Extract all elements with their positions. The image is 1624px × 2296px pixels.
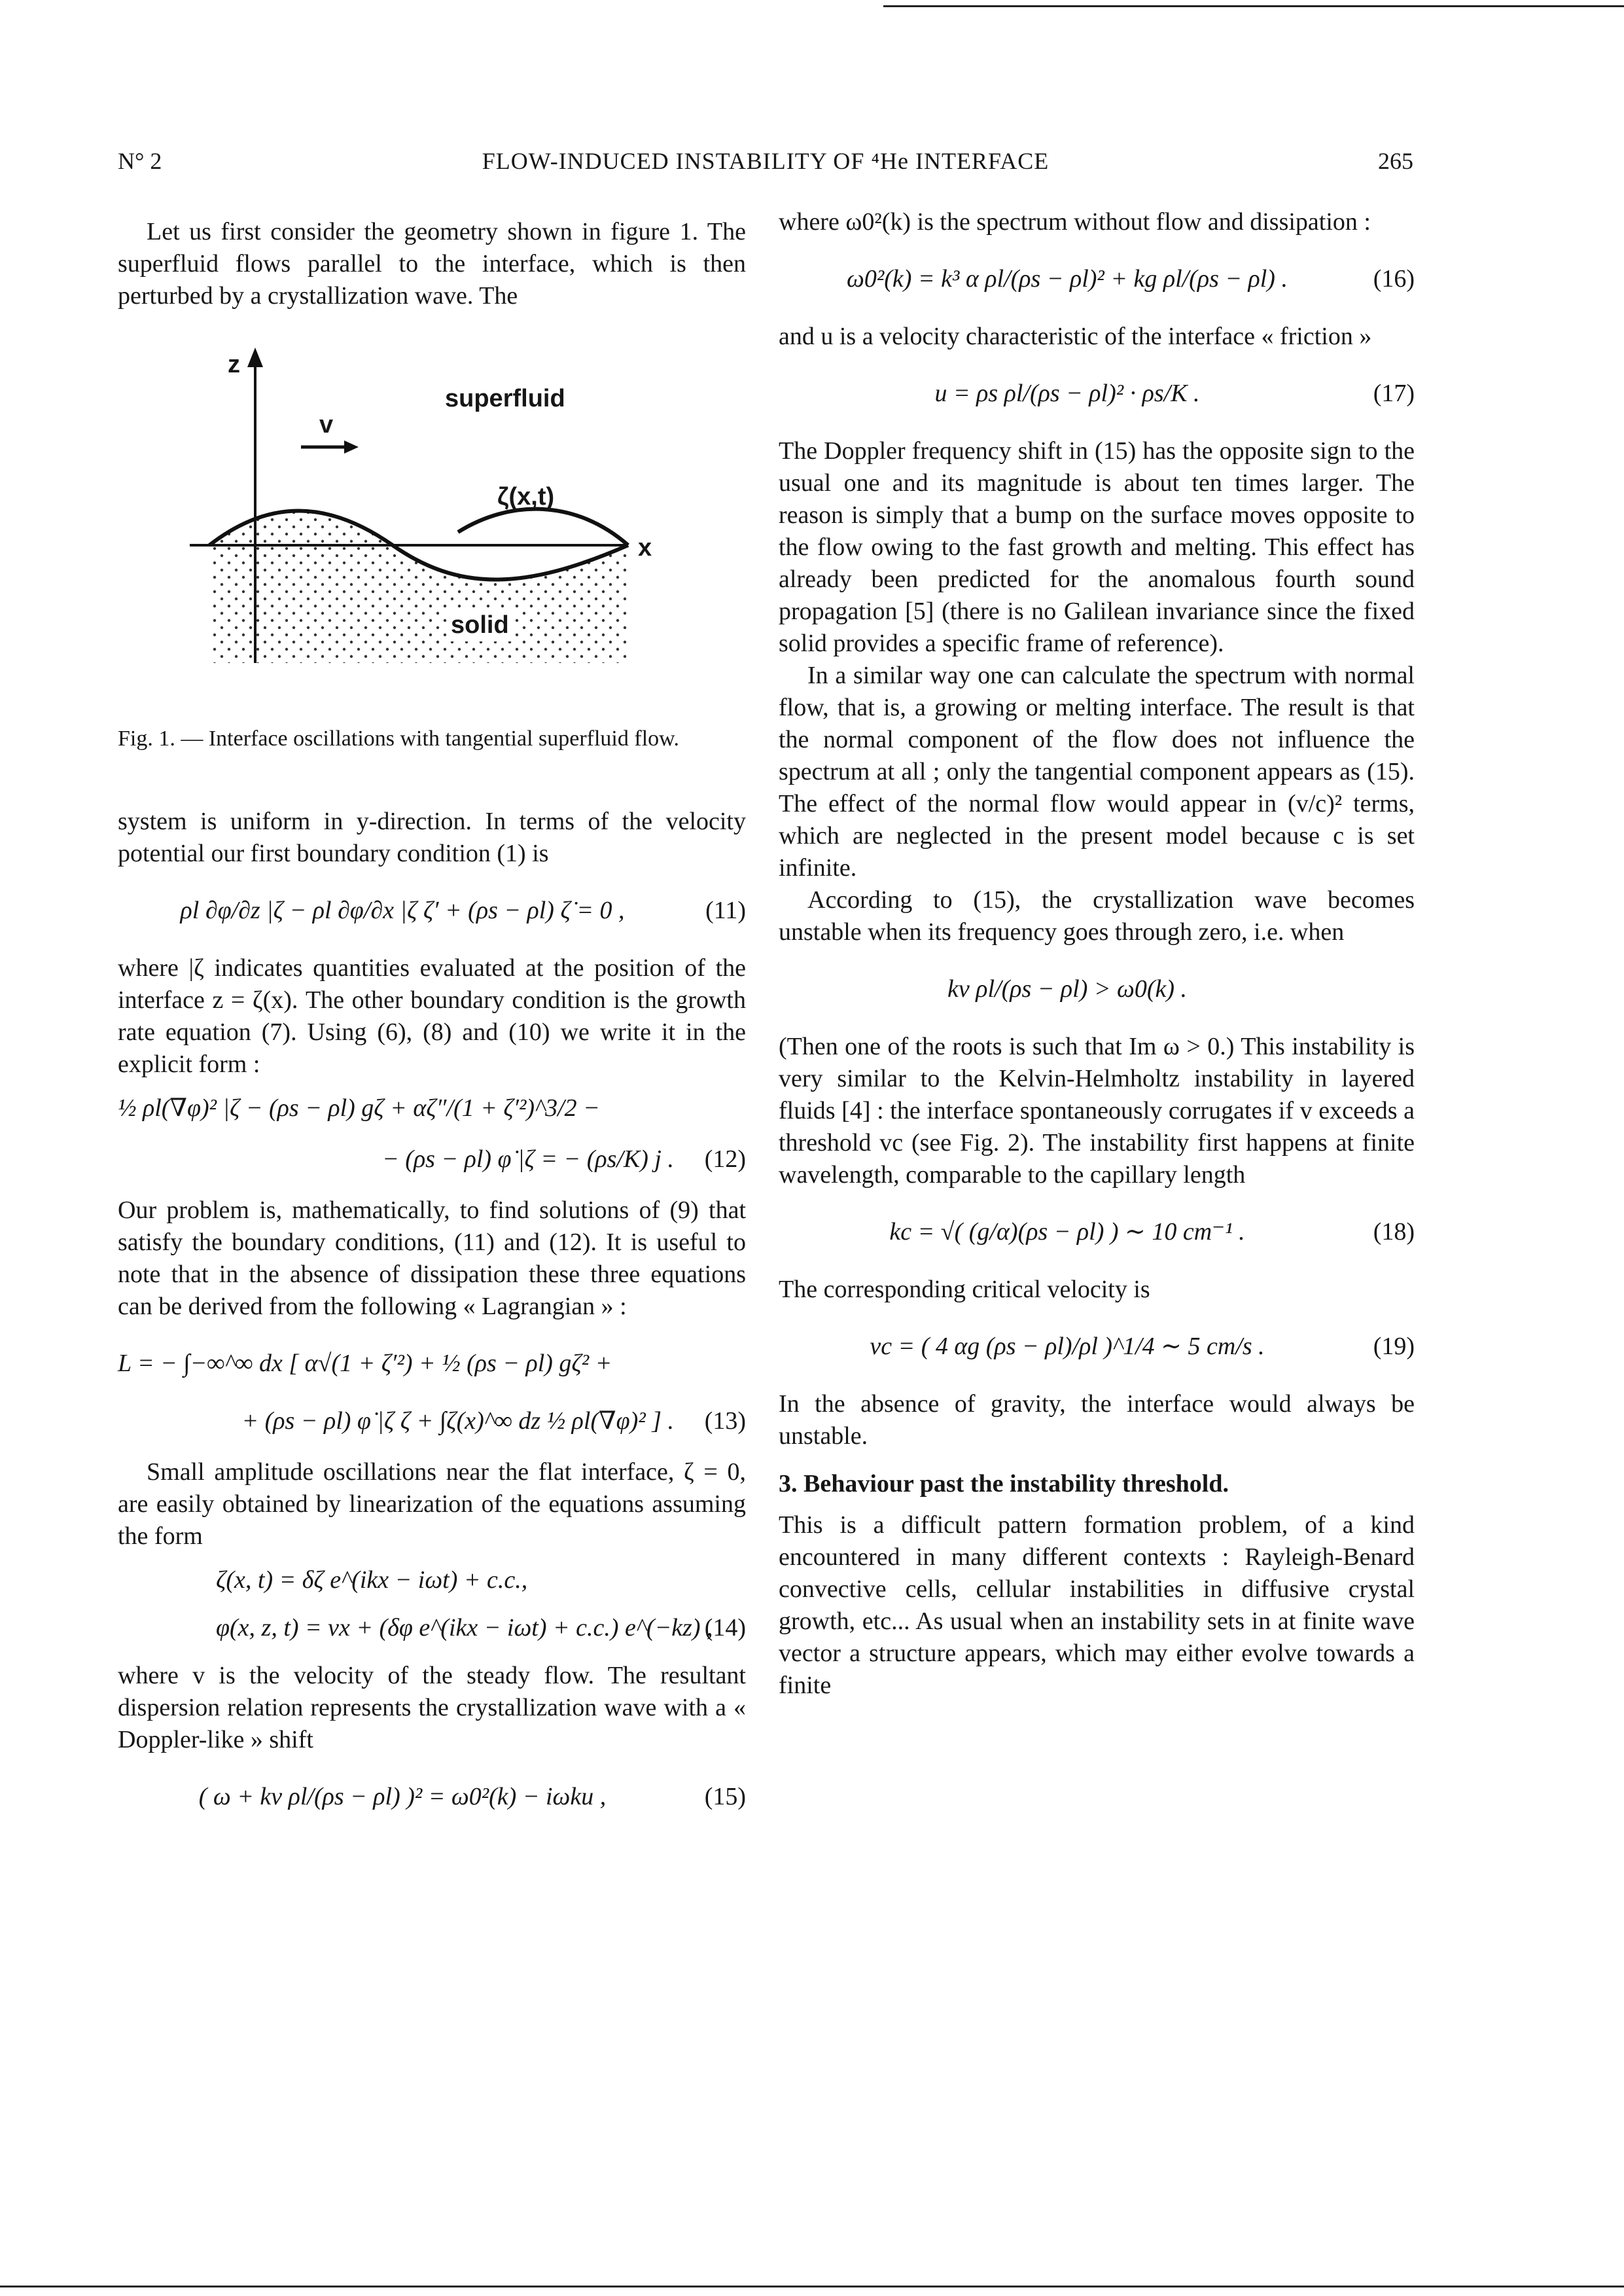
page-number: 265 [1378,148,1413,174]
paragraph: and u is a velocity characteristic of the interface « friction » [779,323,1372,350]
equation-body: u = ρs ρl/(ρs − ρl)² · ρs/K . [934,380,1200,407]
equation-13-line-1 [118,1335,746,1393]
equation-number: (19) [1373,1333,1415,1360]
paragraph: Our problem is, mathematically, to find solutions of (9) that satisfy the boundary conditions, (11) and (12). It is useful to note that in the absence of dissipation these three equations can be derived from the following « Lagrangian » : [118,1196,746,1320]
paragraph: where v is the velocity of the steady flow. The resultant dispersion relation represents the crystallization wave with a « Doppler-like » shift [118,1662,746,1753]
equation-14-line-1 [118,1564,746,1600]
equation-number: (15) [704,1783,746,1810]
paragraph: Let us first consider the geometry shown in figure 1. The superfluid flows parallel to the interface, which is then perturbed by a crystallization wave. The [118,218,746,310]
section-heading: 3. Behaviour past the instability threshold. [779,1470,1229,1498]
equation-15 [118,1768,746,1827]
equation-12-line-1 [118,1092,746,1132]
equation-body: kc = √( (g/α)(ρs − ρl) ) ∼ 10 cm⁻¹ . [889,1218,1245,1246]
equation-13-line-2 [118,1405,746,1444]
running-title: FLOW-INDUCED INSTABILITY OF ⁴He INTERFACE [482,148,1050,174]
paragraph: In the absence of gravity, the interface would always be unstable. [779,1390,1415,1450]
equation-number: (11) [705,897,746,924]
equation-12-line-2 [118,1143,746,1183]
equation-number: (16) [1373,265,1415,293]
solid-region [209,511,628,664]
solid-label: solid [448,609,512,641]
top-rule [883,5,1624,7]
x-axis-label: x [638,534,652,562]
equation-11 [118,882,746,941]
paragraph: The corresponding critical velocity is [779,1276,1150,1303]
flow-arrow-icon [344,440,359,454]
equation-body: vc = ( 4 αg (ρs − ρl)/ρl )^1/4 ∼ 5 cm/s . [870,1333,1265,1360]
paragraph: In a similar way one can calculate the spectrum with normal flow, that is, a growing or melting interface. The result is that the normal component of the flow does not influence the spectrum at all ; only the tangential component appears as (15). The effect of the normal flow would appear in (v/c)² terms, which are neglected in the present model because c is set infinite. [779,662,1415,882]
z-axis-arrow-icon [247,348,263,367]
equation-body: ζ(x, t) = δζ e^(ikx − iωt) + c.c., [216,1566,528,1594]
interface-diagram [118,336,746,676]
paragraph: Small amplitude oscillations near the flat interface, ζ = 0, are easily obtained by linearization of the equations assuming the form [118,1458,746,1550]
velocity-label: v [319,411,334,439]
equation-body: ω0²(k) = k³ α ρl/(ρs − ρl)² + kg ρl/(ρs − ρl) . [847,265,1288,293]
paragraph: (Then one of the roots is such that Im ω > 0.) This instability is very similar to the Kelvin-Helmholtz instability in layered fluids [4] : the interface spontaneously corrugates if v exceeds a threshold vc (see Fig. 2). The instability first happens at finite wavelength, comparable to the capillary length [779,1033,1415,1189]
equation-number: (17) [1373,380,1415,407]
paragraph: where |ζ indicates quantities evaluated at the position of the interface z = ζ(x). The other boundary condition is the growth rate equation (7). Using (6), (8) and (10) we write it in the explicit form : [118,954,746,1078]
equation-16 [779,250,1415,309]
equation-body: kv ρl/(ρs − ρl) > ω0(k) . [947,975,1187,1003]
paragraph: This is a difficult pattern formation problem, of a kind encountered in many different contexts : Rayleigh-Benard convective cells, cellular instabilities in diffusive crystal growth, etc... As usual when an instability sets in at finite wave vector a structure appears, which may either evolve towards a finite [779,1511,1415,1699]
equation-body: ½ ρl(∇φ)² |ζ − (ρs − ρl) gζ + αζ″/(1 + ζ′²)^3/2 − [118,1094,600,1122]
superfluid-label: superfluid [445,385,565,412]
equation-number: (18) [1373,1218,1415,1246]
issue-number: N° 2 [118,148,162,174]
z-axis-label: z [228,351,240,378]
equation-body: L = − ∫−∞^∞ dx [ α√(1 + ζ′²) + ½ (ρs − ρl) gζ² + [118,1350,612,1377]
equation-18 [779,1203,1415,1262]
right-column [779,206,1415,1702]
equation-number: (12) [704,1145,746,1173]
paragraph: According to (15), the crystallization wave becomes unstable when its frequency goes through zero, i.e. when [779,886,1415,946]
equation-body: ( ω + kv ρl/(ρs − ρl) )² = ω0²(k) − iωku , [198,1783,607,1810]
figure-1 [118,336,746,709]
left-column [118,216,746,1839]
equation-17 [779,365,1415,423]
paragraph: where ω0²(k) is the spectrum without flow and dissipation : [779,208,1371,236]
equation-number: (13) [704,1407,746,1435]
paragraph: The Doppler frequency shift in (15) has the opposite sign to the usual one and its magnitude is about ten times larger. The reason is simply that a bump on the surface moves opposite to the flow owing to the fast growth and melting. This effect has already been predicted for the anomalous fourth sound propagation [5] (there is no Galilean invariance since the fixed solid provides a specific frame of reference). [779,437,1415,657]
equation-14-line-2 [118,1612,746,1648]
page-header [118,145,1413,178]
equation-body: ρl ∂φ/∂z |ζ − ρl ∂φ/∂x |ζ ζ′ + (ρs − ρl) ζ̇ = 0 , [180,897,625,924]
equation-19 [779,1318,1415,1376]
equation-body: + (ρs − ρl) φ̇ |ζ ζ + ∫ζ(x)^∞ dz ½ ρl(∇φ)² ] . [241,1407,674,1435]
equation-number: (14) [704,1614,746,1641]
figure-caption: Fig. 1. — Interface oscillations with tangential superfluid flow. [118,726,679,751]
equation-body: φ(x, z, t) = vx + (δφ e^(ikx − iωt) + c.c.) e^(−kz) , [216,1614,713,1641]
equation-body: − (ρs − ρl) φ̇ |ζ = − (ρs/K) j . [382,1145,674,1173]
instability-condition [779,960,1415,1019]
interface-crest [458,509,628,545]
paragraph: system is uniform in y-direction. In terms of the velocity potential our first boundary condition (1) is [118,808,746,867]
zeta-label: ζ(x,t) [497,483,555,511]
bottom-rule [0,2286,1624,2287]
